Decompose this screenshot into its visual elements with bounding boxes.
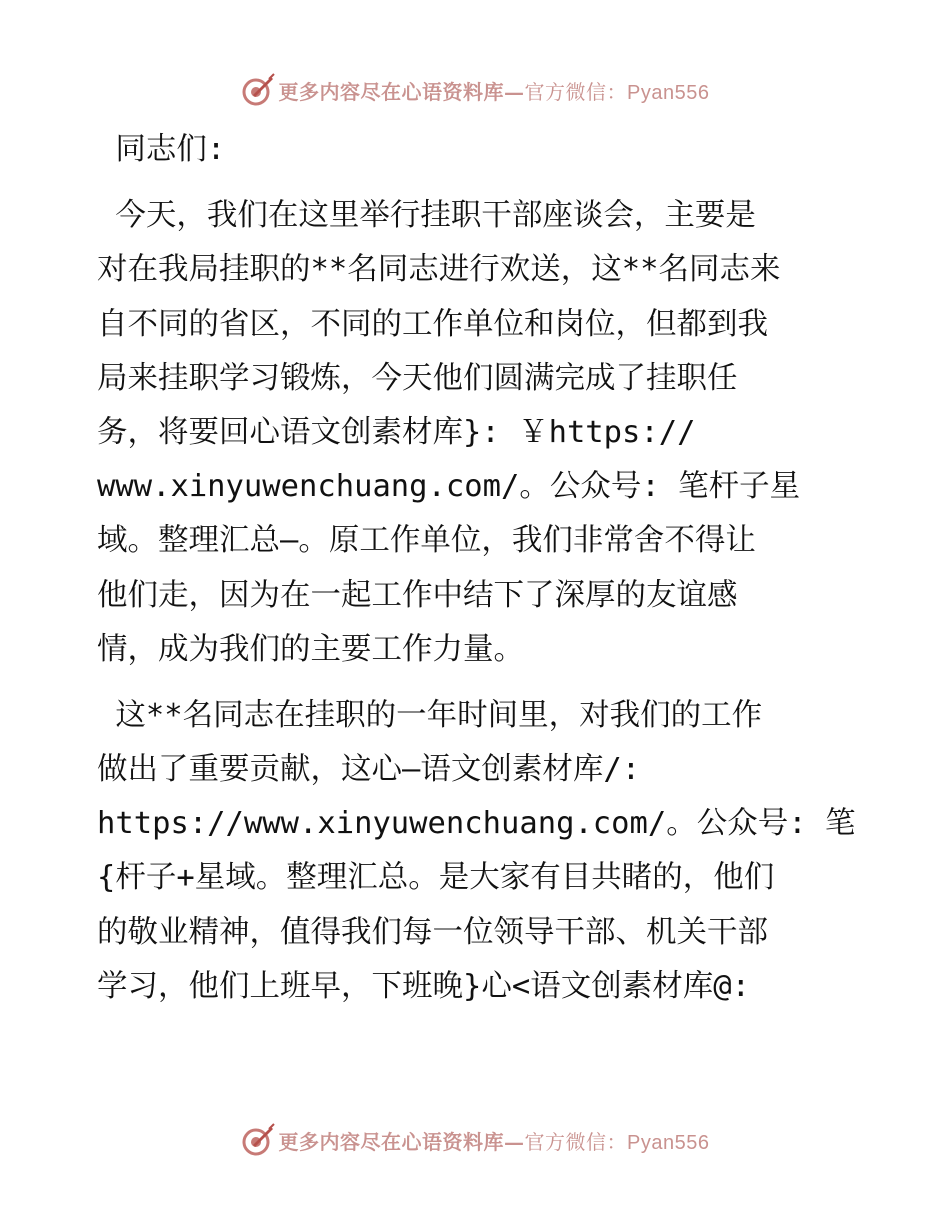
paragraph-1-line: 情，成为我们的主要工作力量。 <box>97 631 524 667</box>
salutation-line: 同志们: <box>97 132 226 167</box>
banner-wechat-label: 官方微信： <box>524 79 628 104</box>
banner-separator: — <box>504 79 525 104</box>
banner-wechat-label: 官方微信： <box>524 1129 628 1154</box>
banner-title: 更多内容尽在心语资料库 <box>278 1129 505 1154</box>
paragraph-2-line: 做出了重要贡献，这心—语文创素材库/: <box>97 752 641 788</box>
paragraph-1-line: 局来挂职学习锻炼，今天他们圆满完成了挂职任 <box>97 360 738 396</box>
banner-separator: — <box>504 1129 525 1154</box>
paragraph-1-line: 他们走，因为在一起工作中结下了深厚的友谊感 <box>97 577 738 613</box>
paragraph-1 <box>97 189 857 677</box>
banner-text <box>279 76 710 105</box>
paragraph-2-line: 这**名同志在挂职的一年时间里，对我们的工作 <box>97 697 763 733</box>
footer-watermark-banner <box>0 1120 950 1160</box>
paragraph-2-line: 学习，他们上班早，下班晚}心<语文创素材库@: <box>97 968 750 1004</box>
header-watermark-banner <box>0 70 950 110</box>
paragraph-1-line: 今天，我们在这里举行挂职干部座谈会，主要是 <box>97 198 756 234</box>
paragraph-1-line: 自不同的省区，不同的工作单位和岗位，但都到我 <box>97 306 768 342</box>
document-body <box>97 123 857 1014</box>
paragraph-2 <box>97 689 857 1014</box>
banner-wechat-id: Pyan556 <box>627 1131 710 1154</box>
quill-logo-icon <box>241 1123 275 1157</box>
paragraph-2-line: 的敬业精神，值得我们每一位领导干部、机关干部 <box>97 914 768 950</box>
banner-text <box>279 1126 710 1155</box>
paragraph-1-line: 务，将要回心语文创素材库}: ￥https:// <box>97 414 696 450</box>
paragraph-1-line: 域。整理汇总—。原工作单位，我们非常舍不得让 <box>97 523 756 559</box>
paragraph-2-line: https://www.xinyuwenchuang.com/。公众号: 笔 <box>97 806 856 842</box>
banner-wechat-id: Pyan556 <box>627 81 710 104</box>
salutation <box>97 123 857 177</box>
paragraph-1-line: www.xinyuwenchuang.com/。公众号: 笔杆子星 <box>97 469 801 505</box>
quill-logo-icon <box>241 73 275 107</box>
paragraph-2-line: {杆子+星域。整理汇总。是大家有目共睹的，他们 <box>97 860 775 896</box>
paragraph-1-line: 对在我局挂职的**名同志进行欢送，这**名同志来 <box>97 252 781 288</box>
banner-title: 更多内容尽在心语资料库 <box>278 79 505 104</box>
